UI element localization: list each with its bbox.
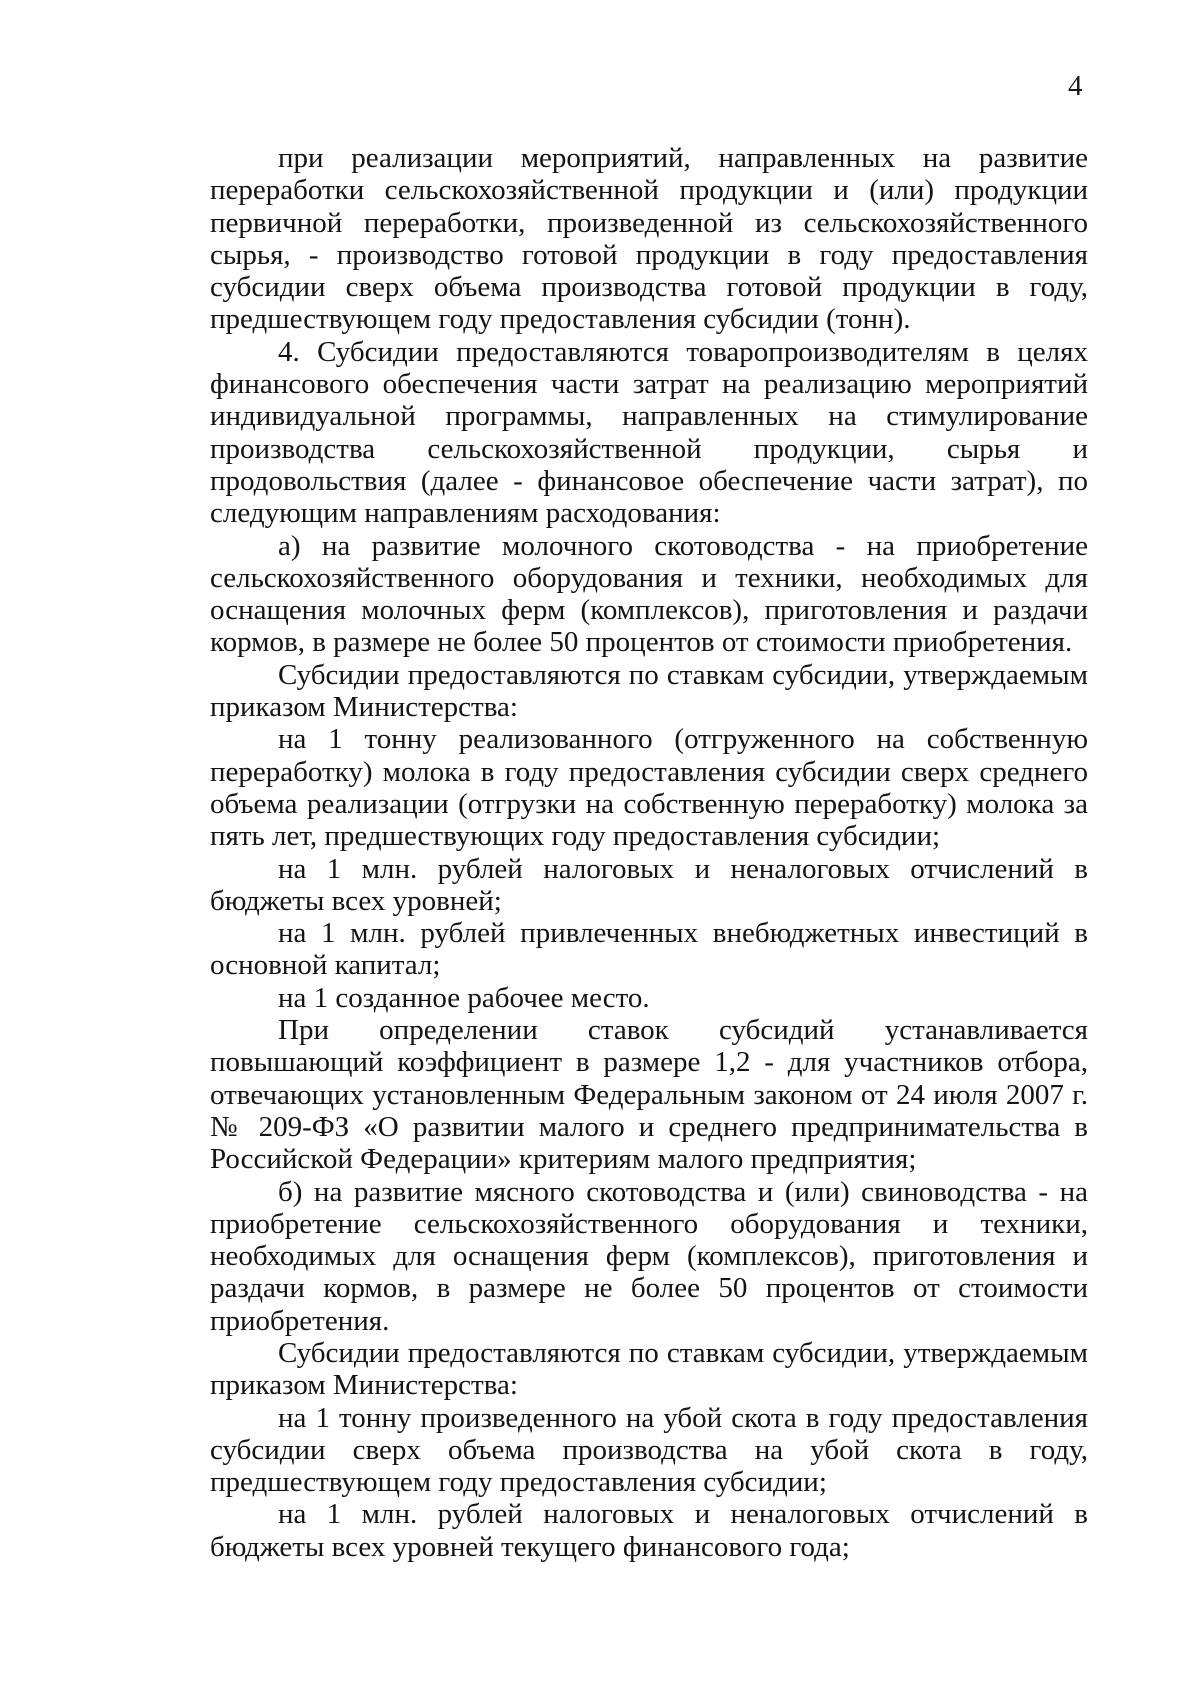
paragraph: на 1 млн. рублей налоговых и неналоговых отчислений в бюджеты всех уровней; <box>210 852 1088 917</box>
paragraph: б) на развитие мясного скотоводства и (или) свиноводства - на приобретение сельскохозяйственного оборудования и техники, необходимых для оснащения ферм (комплексов), приготовления и раздачи кормов, в размере не более 50 процентов от стоимости приобретения. <box>210 1175 1088 1337</box>
paragraph: на 1 млн. рублей привлеченных внебюджетных инвестиций в основной капитал; <box>210 917 1088 982</box>
paragraph: на 1 млн. рублей налоговых и неналоговых отчислений в бюджеты всех уровней текущего финансового года; <box>210 1498 1088 1563</box>
paragraph: 4. Субсидии предоставляются товаропроизводителям в целях финансового обеспечения части затрат на реализацию мероприятий индивидуальной программы, направленных на стимулирование производства сельскохозяйственной продукции, сырья и продовольствия (далее - финансовое обеспечение части затрат), по следующим направлениям расходования: <box>210 335 1088 530</box>
paragraph: При определении ставок субсидий устанавливается повышающий коэффициент в размере 1,2 - для участников отбора, отвечающих установленным Федеральным законом от 24 июля 2007 г. № 209-ФЗ «О развитии малого и среднего предпринимательства в Российской Федерации» критериям малого предприятия; <box>210 1014 1088 1176</box>
paragraph: на 1 созданное рабочее место. <box>278 981 650 1014</box>
paragraph: при реализации мероприятий, направленных на развитие переработки сельскохозяйственной продукции и (или) продукции первичной переработки, произведенной из сельскохозяйственного сырья, - производство готовой продукции в году предоставления субсидии сверх объема производства готовой продукции в году, предшествующем году предоставления субсидии (тонн). <box>210 142 1088 336</box>
paragraph: на 1 тонну произведенного на убой скота в году предоставления субсидии сверх объема производства на убой скота в году, предшествующем году предоставления субсидии; <box>210 1401 1088 1499</box>
paragraph: Субсидии предоставляются по ставкам субсидии, утверждаемым приказом Министерства: <box>210 1336 1088 1402</box>
paragraph: Субсидии предоставляются по ставкам субсидии, утверждаемым приказом Министерства: <box>210 658 1088 724</box>
paragraph: а) на развитие молочного скотоводства - на приобретение сельскохозяйственного оборудования и техники, необходимых для оснащения молочных ферм (комплексов), приготовления и раздачи кормов, в размере не более 50 процентов от стоимости приобретения. <box>210 529 1088 659</box>
paragraph: на 1 тонну реализованного (отгруженного на собственную переработку) молока в году предоставления субсидии сверх среднего объема реализации (отгрузки на собственную переработку) молока за пять лет, предшествующих году предоставления субсидии; <box>210 723 1088 853</box>
document-body <box>210 142 1088 1563</box>
page-number: 4 <box>1068 70 1083 102</box>
